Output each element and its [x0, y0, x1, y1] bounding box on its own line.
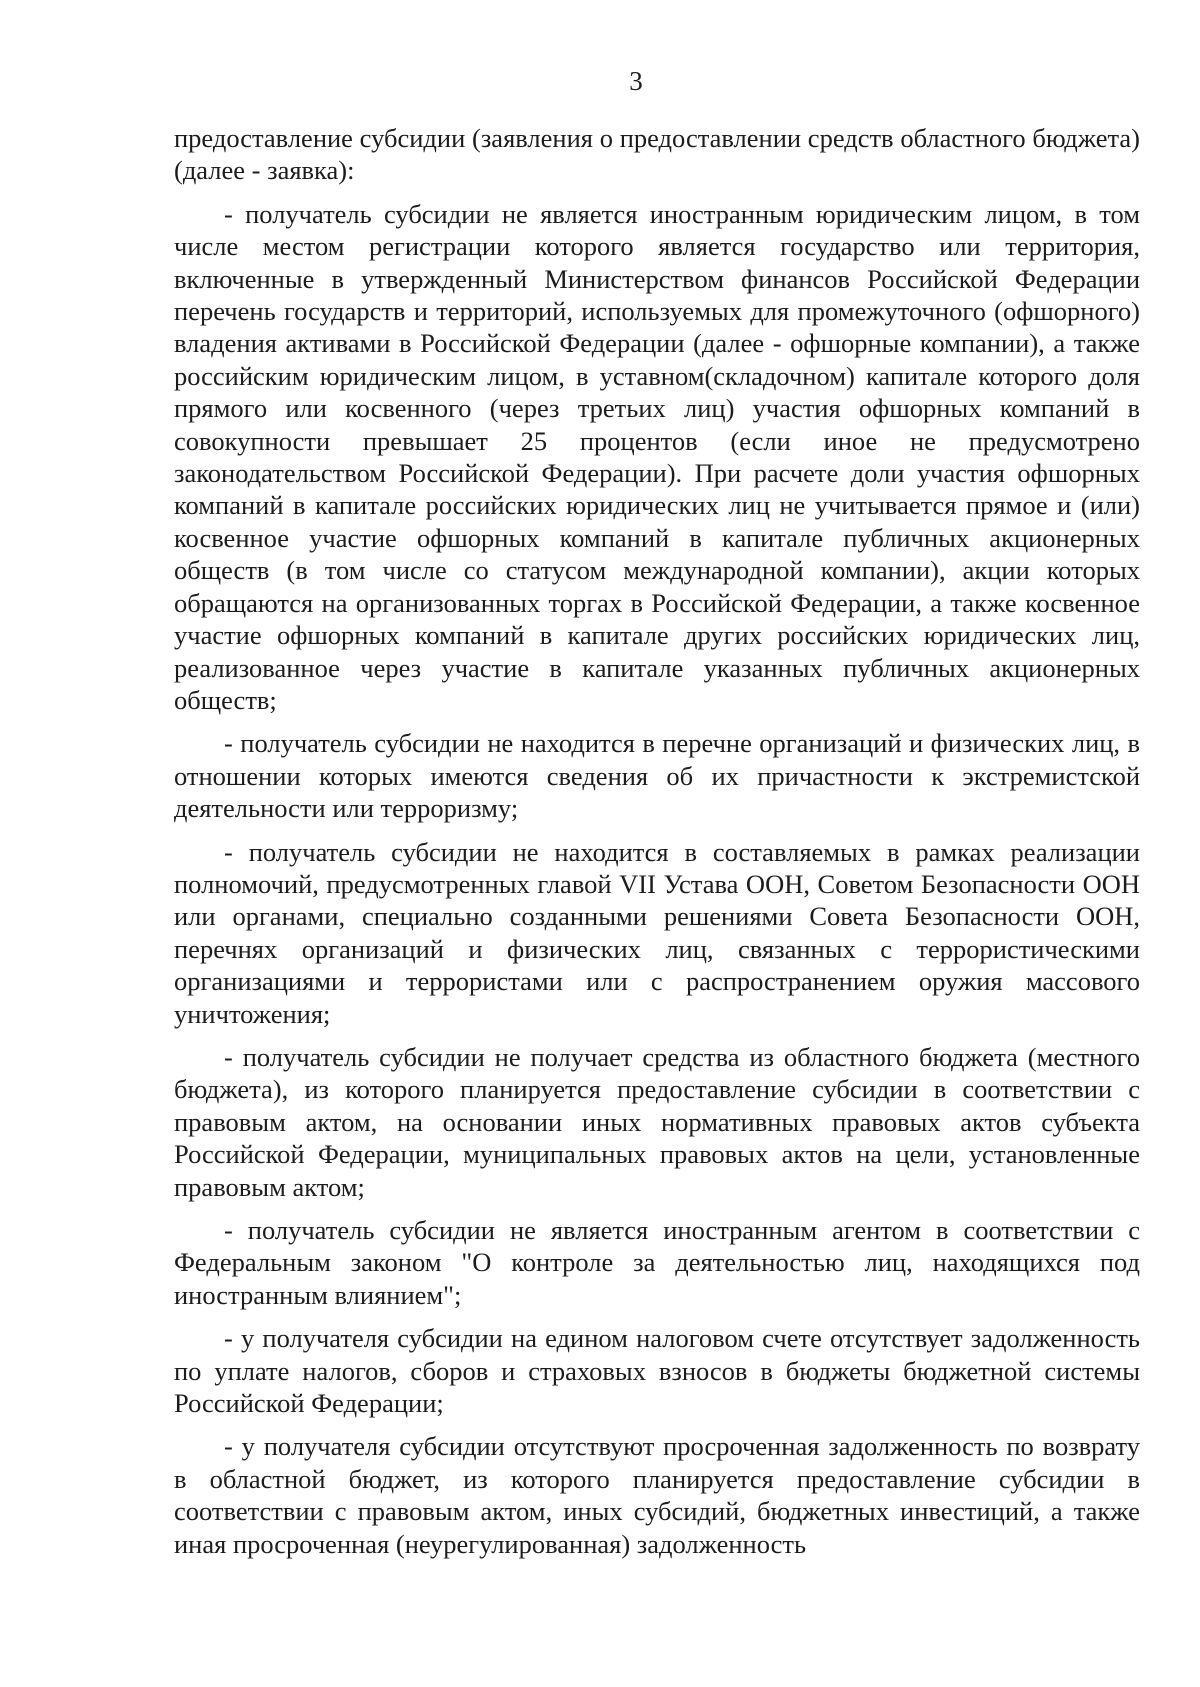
paragraph-extremism-list: - получатель субсидии не находится в перечне организаций и физических лиц, в отношении которых имеются сведения об их причастности к экстремистской деятельности или терроризму; — [174, 728, 1140, 824]
paragraph-no-other-budget-funds: - получатель субсидии не получает средства из областного бюджета (местного бюджета), из которого планируется предоставление субсидии в соответствии с правовым актом, на основании иных нормативных правовых актов субъекта Российской Федерации, муниципальных правовых актов на цели, установленные правовым актом; — [174, 1041, 1140, 1202]
paragraph-no-tax-debt: - у получателя субсидии на едином налоговом счете отсутствует задолженность по уплате налогов, сборов и страховых взносов в бюджеты бюджетной системы Российской Федерации; — [174, 1323, 1140, 1419]
paragraph-intro-continuation: предоставление субсидии (заявления о предоставлении средств областного бюджета) (далее - заявка): — [174, 123, 1140, 186]
paragraph-no-overdue-debt: - у получателя субсидии отсутствуют просроченная задолженность по возврату в областной бюджет, из которого планируется предоставление субсидии в соответствии с правовым актом, иных субсидий, бюджетных инвестиций, а также иная просроченная (неурегулированная) задолженность — [174, 1431, 1140, 1559]
document-body — [174, 122, 1140, 1560]
paragraph-offshore-companies: - получатель субсидии не является иностранным юридическим лицом, в том числе местом регистрации которого является государство или территория, включенные в утвержденный Министерством финансов Российской Федерации перечень государств и территорий, используемых для промежуточного (офшорного) владения активами в Российской Федерации (далее - офшорные компании), а также российским юридическим лицом, в уставном(складочном) капитале которого доля прямого или косвенного (через третьих лиц) участия офшорных компаний в совокупности превышает 25 процентов (если иное не предусмотрено законодательством Российской Федерации). При расчете доли участия офшорных компаний в капитале российских юридических лиц не учитывается прямое и (или) косвенное участие офшорных компаний в капитале публичных акционерных обществ (в том числе со статусом международной компании), акции которых обращаются на организованных торгах в Российской Федерации, а также косвенное участие офшорных компаний в капитале других российских юридических лиц, реализованное через участие в капитале указанных публичных акционерных обществ; — [174, 198, 1140, 715]
paragraph-un-security-council-list: - получатель субсидии не находится в составляемых в рамках реализации полномочий, предусмотренных главой VII Устава ООН, Советом Безопасности ООН или органами, специально созданными решениями Совета Безопасности ООН, перечнях организаций и физических лиц, связанных с террористическими организациями и террористами или с распространением оружия массового уничтожения; — [174, 836, 1140, 1029]
page-number: 3 — [629, 66, 643, 96]
paragraph-not-foreign-agent: - получатель субсидии не является иностранным агентом в соответствии с Федеральным законом "О контроле за деятельностью лиц, находящихся под иностранным влиянием"; — [174, 1215, 1140, 1310]
